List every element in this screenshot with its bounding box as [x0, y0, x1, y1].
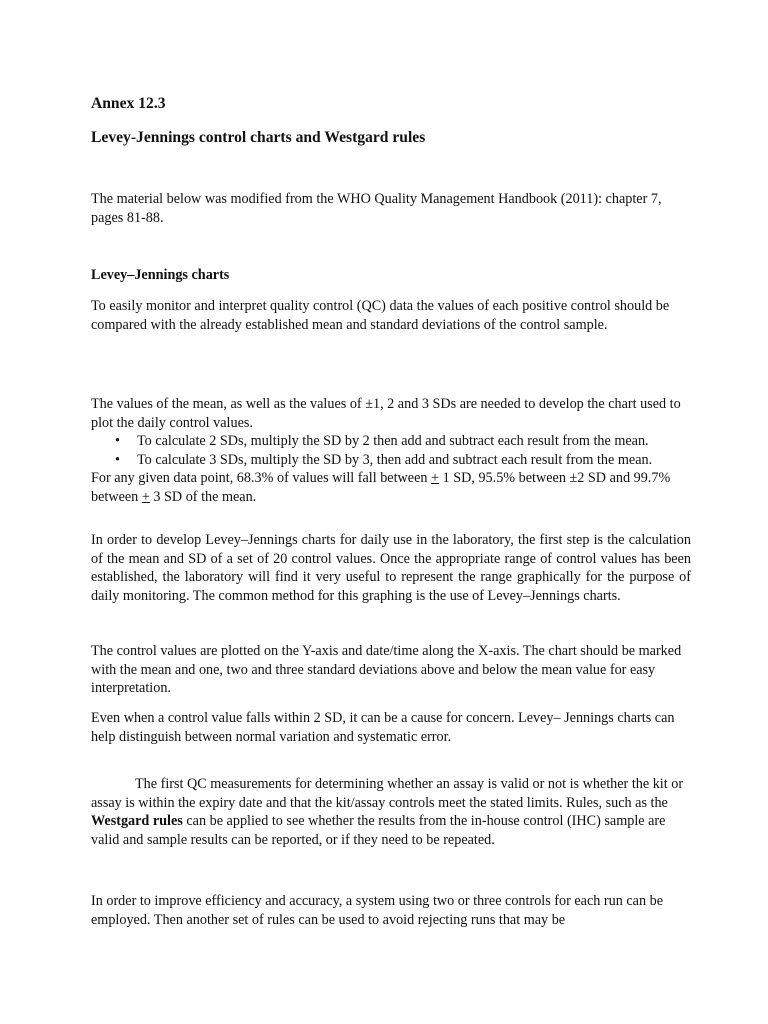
paragraph-develop-charts: In order to develop Levey–Jennings charts for daily use in the laboratory, the first step is the calculation of the mean and SD of a set of 20 control values. Once the appropriate range of control values has been established, the laboratory will find it very useful to represent the range graphically for the purpose of daily monitoring. The common method for this graphing is the use of Levey–Jennings charts. — [91, 532, 691, 604]
bullet-icon: • — [115, 433, 120, 449]
paragraph-efficiency: In order to improve efficiency and accuracy, a system using two or three controls for each run can be employed. Then another set of rules can be used to avoid rejecting runs that may be — [91, 893, 664, 928]
paragraph-sd-values: The values of the mean, as well as the values of ±1, 2 and 3 SDs are needed to develop the chart used to plot the daily control values. — [91, 396, 681, 431]
paragraph-plotting: The control values are plotted on the Y-axis and date/time along the X-axis. The chart should be marked with the mean and one, two and three standard deviations above and below the mean value for easy interpretation. — [91, 643, 682, 696]
sd-bullet-list — [91, 432, 691, 469]
list-item: • To calculate 3 SDs, multiply the SD by 3, then add and subtract each result from the mean. — [115, 451, 653, 468]
list-item: • To calculate 2 SDs, multiply the SD by 2 then add and subtract each result from the mean. — [115, 433, 649, 449]
paragraph-westgard: The first QC measurements for determining whether an assay is valid or not is whether the kit or assay is within the expiry date and that the kit/assay controls meet the stated limits. Rules, such as the Westgard rules can be applied to see whether the results from the in-house control (IHC) sample are valid and sample results can be reported, or if they need to be repeated. — [91, 776, 684, 848]
paragraph-percentages: For any given data point, 68.3% of values will fall between + 1 SD, 95.5% between ±2 SD and 99.7% between + 3 SD of the mean. — [91, 470, 671, 505]
annex-title: Annex 12.3 — [91, 95, 166, 112]
bullet-icon: • — [115, 451, 120, 468]
section-heading: Levey–Jennings charts — [91, 267, 230, 283]
intro-paragraph: The material below was modified from the WHO Quality Management Handbook (2011): chapter 7, pages 81-88. — [91, 191, 662, 226]
sd-explanation-block — [91, 395, 691, 506]
westgard-rules-term: Westgard rules — [91, 813, 183, 829]
document-title: Levey-Jennings control charts and Westgard rules — [91, 129, 426, 146]
paragraph-concern: Even when a control value falls within 2 SD, it can be a cause for concern. Levey– Jennings charts can help distinguish between normal variation and systematic error. — [91, 710, 675, 745]
paragraph-qc-monitoring: To easily monitor and interpret quality control (QC) data the values of each positive control should be compared with the already established mean and standard deviations of the control sample. — [91, 298, 670, 333]
